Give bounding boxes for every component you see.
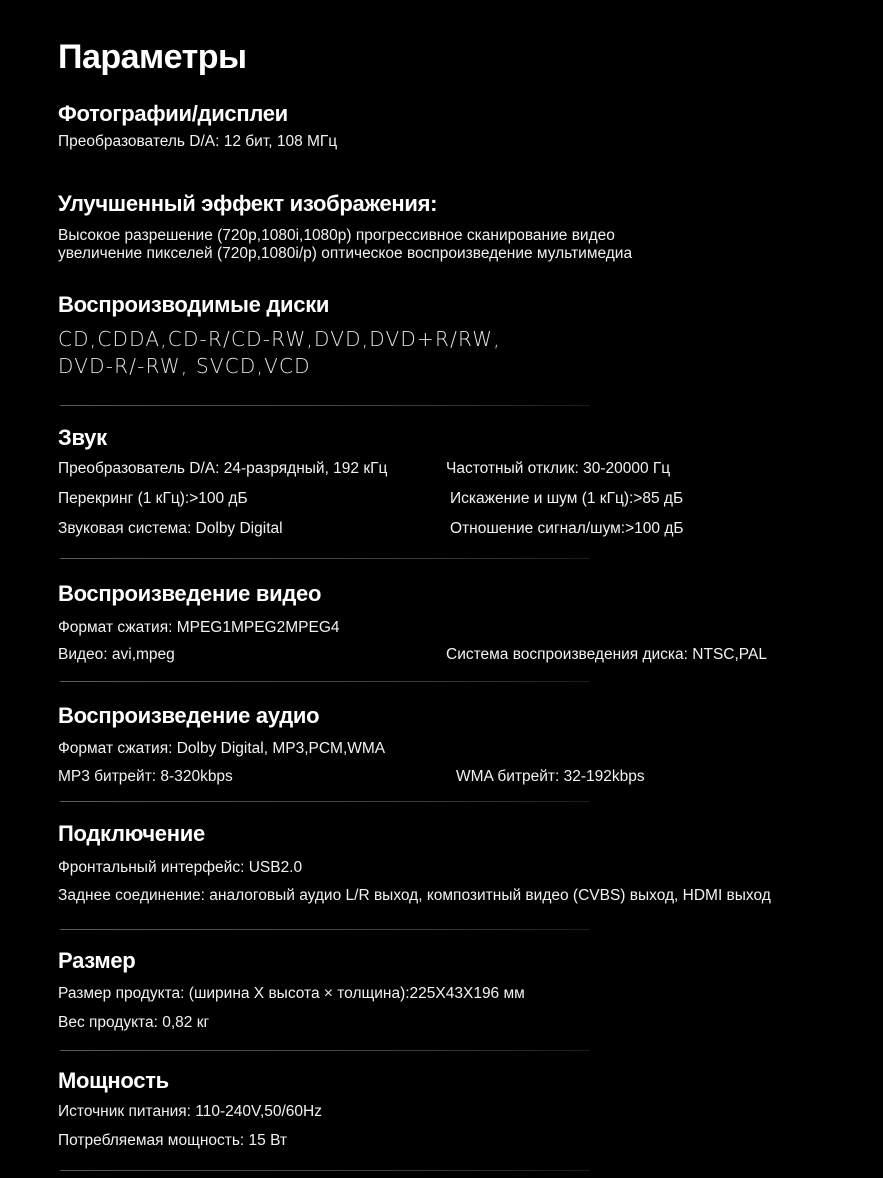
- power-supply: Источник питания: 110-240V,50/60Hz: [58, 1103, 322, 1120]
- section-heading-size: Размер: [58, 948, 136, 973]
- section-heading-connection: Подключение: [58, 821, 205, 846]
- audio-format: Формат сжатия: Dolby Digital, MP3,PCM,WMA: [58, 740, 386, 757]
- sound-dac: Преобразователь D/A: 24-разрядный, 192 кГц: [58, 460, 388, 477]
- image-line-2: увеличение пикселей (720p,1080i/p) оптическое воспроизведение мультимедиа: [58, 245, 633, 262]
- video-files: Видео: avi,mpeg: [58, 646, 175, 663]
- section-heading-discs: Воспроизводимые диски: [58, 292, 330, 317]
- photo-dac: Преобразователь D/A: 12 бит, 108 МГц: [58, 133, 338, 150]
- section-heading-power: Мощность: [58, 1068, 169, 1093]
- divider: [60, 929, 590, 930]
- video-format: Формат сжатия: MPEG1MPEG2MPEG4: [58, 619, 340, 636]
- audio-mp3-bitrate: MP3 битрейт: 8-320kbps: [58, 768, 233, 785]
- sound-crosstalk: Перекринг (1 кГц):>100 дБ: [58, 490, 248, 507]
- section-heading-photo: Фотографии/дисплеи: [58, 101, 288, 126]
- size-dimensions: Размер продукта: (ширина X высота × толщина):225X43X196 мм: [58, 985, 525, 1002]
- discs-line-1: CD,CDDA,CD-R/CD-RW,DVD,DVD+R/RW,: [58, 327, 501, 351]
- sound-system: Звуковая система: Dolby Digital: [58, 520, 283, 537]
- discs-line-2: DVD-R/-RW, SVCD,VCD: [58, 354, 311, 378]
- power-consumption: Потребляемая мощность: 15 Вт: [58, 1132, 288, 1149]
- divider: [60, 681, 590, 682]
- audio-wma-bitrate: WMA битрейт: 32-192kbps: [456, 768, 645, 785]
- section-heading-video: Воспроизведение видео: [58, 581, 322, 606]
- page-title: Параметры: [58, 38, 247, 76]
- image-line-1: Высокое разрешение (720p,1080i,1080p) прогрессивное сканирование видео: [58, 227, 615, 244]
- divider: [60, 1170, 590, 1171]
- divider: [60, 801, 590, 802]
- size-weight: Вес продукта: 0,82 кг: [58, 1014, 210, 1031]
- sound-frequency-response: Частотный отклик: 30-20000 Гц: [446, 460, 671, 477]
- connection-front: Фронтальный интерфейс: USB2.0: [58, 859, 303, 876]
- video-disc-system: Система воспроизведения диска: NTSC,PAL: [446, 646, 767, 663]
- section-heading-image: Улучшенный эффект изображения:: [58, 191, 438, 216]
- divider: [60, 405, 590, 406]
- divider: [60, 558, 590, 559]
- section-heading-sound: Звук: [58, 425, 107, 450]
- sound-distortion: Искажение и шум (1 кГц):>85 дБ: [450, 490, 684, 507]
- section-heading-audio: Воспроизведение аудио: [58, 703, 320, 728]
- divider: [60, 1050, 590, 1051]
- sound-snr: Отношение сигнал/шум:>100 дБ: [450, 520, 684, 537]
- connection-rear: Заднее соединение: аналоговый аудио L/R выход, композитный видео (CVBS) выход, HDMI выход: [58, 887, 771, 904]
